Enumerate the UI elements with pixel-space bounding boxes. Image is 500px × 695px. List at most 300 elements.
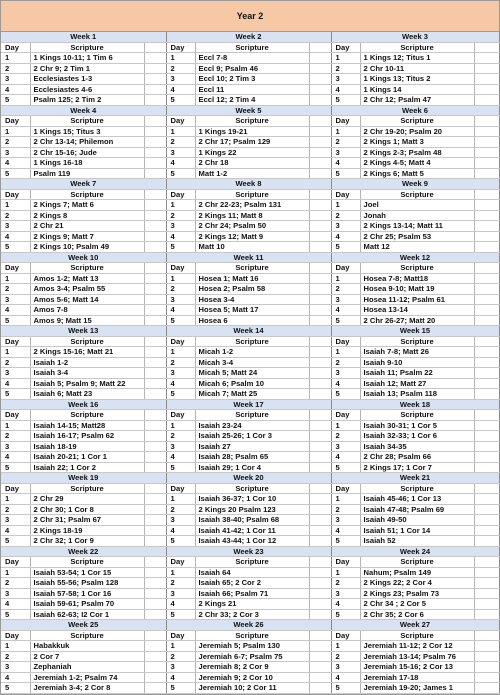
day-column-header: Day <box>1 557 30 568</box>
week-label: Week 12 <box>331 252 499 263</box>
scripture-reading: Isaiah 62-63; I2 Cor 1 <box>30 609 144 620</box>
day-number: 2 <box>1 431 30 442</box>
column-header-row <box>1 483 499 494</box>
scripture-reading: Amos 9; Matt 15 <box>30 315 144 326</box>
day-number: 1 <box>331 641 360 652</box>
scripture-column-header: Scripture <box>360 116 474 127</box>
day-number: 1 <box>166 420 195 431</box>
spacer-cell <box>309 431 331 442</box>
scripture-reading: Isaiah 30-31; 1 Cor 5 <box>360 420 474 431</box>
day-number: 3 <box>166 221 195 232</box>
day-number: 1 <box>1 420 30 431</box>
week-label: Week 21 <box>331 473 499 484</box>
scripture-reading: Amos 5-6; Matt 14 <box>30 294 144 305</box>
day-column-header: Day <box>331 42 360 53</box>
spacer-cell <box>144 315 166 326</box>
spacer-cell <box>474 53 499 64</box>
spacer-cell <box>144 630 166 641</box>
spacer-cell <box>309 651 331 662</box>
day-number: 4 <box>331 525 360 536</box>
week-label: Week 1 <box>1 32 166 42</box>
scripture-reading: Amos 1-2; Matt 13 <box>30 273 144 284</box>
day-column-header: Day <box>331 557 360 568</box>
spacer-cell <box>309 116 331 127</box>
spacer-cell <box>144 84 166 95</box>
scripture-reading: Isaiah 1-2 <box>30 357 144 368</box>
scripture-reading: Hosea 7-8; Matt18 <box>360 273 474 284</box>
day-number: 3 <box>331 294 360 305</box>
scripture-column-header: Scripture <box>360 189 474 200</box>
scripture-column-header: Scripture <box>30 263 144 274</box>
day-number: 3 <box>331 147 360 158</box>
scripture-reading: 1 Kings 22 <box>195 147 309 158</box>
scripture-column-header: Scripture <box>195 42 309 53</box>
week-header-row <box>1 105 499 116</box>
spacer-cell <box>144 389 166 400</box>
day-number: 2 <box>166 504 195 515</box>
spacer-cell <box>144 263 166 274</box>
spacer-cell <box>309 462 331 473</box>
day-number: 3 <box>166 588 195 599</box>
day-number: 4 <box>331 378 360 389</box>
day-number: 2 <box>331 578 360 589</box>
scripture-column-header: Scripture <box>195 557 309 568</box>
week-label: Week 26 <box>166 620 331 631</box>
day-number: 2 <box>1 137 30 148</box>
scripture-reading: 2 Cor 7 <box>30 651 144 662</box>
spacer-cell <box>144 378 166 389</box>
week-label: Week 13 <box>1 326 166 337</box>
day-number: 2 <box>331 137 360 148</box>
spacer-cell <box>309 126 331 137</box>
day-number: 1 <box>166 273 195 284</box>
spacer-cell <box>144 368 166 379</box>
spacer-cell <box>144 231 166 242</box>
day-number: 5 <box>1 536 30 547</box>
day-number: 1 <box>331 53 360 64</box>
reading-row <box>1 504 499 515</box>
scripture-column-header: Scripture <box>30 557 144 568</box>
spacer-cell <box>474 462 499 473</box>
week-header-row <box>1 473 499 484</box>
spacer-cell <box>309 525 331 536</box>
day-number: 4 <box>1 378 30 389</box>
scripture-reading: 1 Kings 10-11; 1 Tim 6 <box>30 53 144 64</box>
scripture-reading: Isaiah 28; Psalm 65 <box>195 452 309 463</box>
day-number: 5 <box>331 242 360 253</box>
scripture-reading: Isaiah 32-33; 1 Cor 6 <box>360 431 474 442</box>
scripture-reading: Micah 6; Psalm 10 <box>195 378 309 389</box>
scripture-reading: 2 Chr 26-27; Matt 20 <box>360 315 474 326</box>
day-number: 4 <box>166 84 195 95</box>
scripture-reading: Isaiah 51; 1 Cor 14 <box>360 525 474 536</box>
day-number: 5 <box>1 315 30 326</box>
day-number: 1 <box>331 273 360 284</box>
day-number: 2 <box>331 284 360 295</box>
scripture-reading: 2 Kings 18-19 <box>30 525 144 536</box>
day-number: 5 <box>331 536 360 547</box>
scripture-reading: Isaiah 64 <box>195 567 309 578</box>
reading-row <box>1 420 499 431</box>
plan-body <box>1 32 499 693</box>
scripture-reading: Isaiah 34-35 <box>360 441 474 452</box>
spacer-cell <box>309 210 331 221</box>
day-column-header: Day <box>166 630 195 641</box>
spacer-cell <box>144 357 166 368</box>
scripture-reading: 2 Chr 13-14; Philemon <box>30 137 144 148</box>
spacer-cell <box>309 378 331 389</box>
day-number: 2 <box>166 137 195 148</box>
day-column-header: Day <box>1 483 30 494</box>
reading-row <box>1 441 499 452</box>
reading-row <box>1 462 499 473</box>
reading-row <box>1 651 499 662</box>
scripture-reading: 1 Kings 13; Titus 2 <box>360 74 474 85</box>
day-number: 4 <box>166 378 195 389</box>
spacer-cell <box>309 420 331 431</box>
day-number: 2 <box>1 504 30 515</box>
scripture-reading: 2 Chr 33; 2 Cor 3 <box>195 609 309 620</box>
reading-row <box>1 368 499 379</box>
day-number: 2 <box>166 63 195 74</box>
column-header-row <box>1 116 499 127</box>
scripture-column-header: Scripture <box>30 630 144 641</box>
spacer-cell <box>309 609 331 620</box>
day-number: 1 <box>166 641 195 652</box>
scripture-reading: 1 Kings 15; Titus 3 <box>30 126 144 137</box>
spacer-cell <box>474 494 499 505</box>
spacer-cell <box>474 231 499 242</box>
day-number: 5 <box>1 95 30 106</box>
spacer-cell <box>474 284 499 295</box>
spacer-cell <box>309 221 331 232</box>
scripture-reading: Eccl 7-8 <box>195 53 309 64</box>
scripture-reading: 2 Kings 12; Matt 9 <box>195 231 309 242</box>
spacer-cell <box>309 557 331 568</box>
day-number: 3 <box>331 74 360 85</box>
spacer-cell <box>309 284 331 295</box>
day-number: 5 <box>331 683 360 694</box>
spacer-cell <box>309 336 331 347</box>
reading-row <box>1 641 499 652</box>
spacer-cell <box>474 137 499 148</box>
day-number: 2 <box>1 284 30 295</box>
spacer-cell <box>144 683 166 694</box>
day-number: 1 <box>166 494 195 505</box>
reading-row <box>1 200 499 211</box>
week-label: Week 9 <box>331 179 499 190</box>
day-number: 1 <box>1 494 30 505</box>
spacer-cell <box>474 200 499 211</box>
day-number: 4 <box>1 672 30 683</box>
day-number: 1 <box>331 567 360 578</box>
scripture-reading: Hosea 5; Matt 17 <box>195 305 309 316</box>
scripture-reading: Amos 7-8 <box>30 305 144 316</box>
reading-row <box>1 158 499 169</box>
spacer-cell <box>144 126 166 137</box>
reading-row <box>1 494 499 505</box>
spacer-cell <box>474 147 499 158</box>
day-number: 5 <box>331 168 360 179</box>
day-number: 5 <box>166 683 195 694</box>
day-number: 1 <box>331 200 360 211</box>
scripture-column-header: Scripture <box>195 189 309 200</box>
spacer-cell <box>144 410 166 421</box>
spacer-cell <box>144 651 166 662</box>
day-number: 5 <box>1 389 30 400</box>
scripture-column-header: Scripture <box>360 263 474 274</box>
spacer-cell <box>144 221 166 232</box>
reading-row <box>1 147 499 158</box>
spacer-cell <box>309 242 331 253</box>
spacer-cell <box>144 63 166 74</box>
day-column-header: Day <box>1 630 30 641</box>
day-column-header: Day <box>331 189 360 200</box>
spacer-cell <box>144 168 166 179</box>
scripture-reading: Isaiah 7-8; Matt 26 <box>360 347 474 358</box>
spacer-cell <box>474 431 499 442</box>
week-label: Week 2 <box>166 32 331 42</box>
day-number: 1 <box>166 126 195 137</box>
spacer-cell <box>309 504 331 515</box>
week-header-row <box>1 399 499 410</box>
day-number: 4 <box>331 452 360 463</box>
day-number: 5 <box>1 168 30 179</box>
scripture-column-header: Scripture <box>30 483 144 494</box>
scripture-reading: 2 Kings 6; Matt 5 <box>360 168 474 179</box>
spacer-cell <box>309 357 331 368</box>
spacer-cell <box>309 599 331 610</box>
scripture-reading: Jeremiah 10; 2 Cor 11 <box>195 683 309 694</box>
scripture-reading: Nahum; Psalm 149 <box>360 567 474 578</box>
scripture-reading: Hosea 13-14 <box>360 305 474 316</box>
day-number: 2 <box>166 578 195 589</box>
scripture-reading: Jeremiah 11-12; 2 Cor 12 <box>360 641 474 652</box>
scripture-reading: Isaiah 49-50 <box>360 515 474 526</box>
scripture-reading: Isaiah 12; Matt 27 <box>360 378 474 389</box>
scripture-column-header: Scripture <box>30 189 144 200</box>
day-number: 5 <box>166 315 195 326</box>
spacer-cell <box>309 588 331 599</box>
day-number: 4 <box>166 452 195 463</box>
spacer-cell <box>144 578 166 589</box>
week-label: Week 19 <box>1 473 166 484</box>
day-number: 1 <box>331 494 360 505</box>
spacer-cell <box>474 42 499 53</box>
spacer-cell <box>144 137 166 148</box>
scripture-reading: Ecclesiastes 1-3 <box>30 74 144 85</box>
day-number: 5 <box>331 315 360 326</box>
day-column-header: Day <box>331 336 360 347</box>
reading-row <box>1 273 499 284</box>
day-column-header: Day <box>1 116 30 127</box>
reading-row <box>1 231 499 242</box>
scripture-reading: Jeremiah 6-7; Psalm 75 <box>195 651 309 662</box>
scripture-reading: 2 Chr 29 <box>30 494 144 505</box>
spacer-cell <box>309 273 331 284</box>
spacer-cell <box>144 557 166 568</box>
scripture-reading: 2 Kings 8 <box>30 210 144 221</box>
reading-row <box>1 536 499 547</box>
day-column-header: Day <box>166 410 195 421</box>
scripture-reading: Ecclesiastes 4-6 <box>30 84 144 95</box>
spacer-cell <box>474 420 499 431</box>
reading-row <box>1 357 499 368</box>
day-number: 1 <box>1 641 30 652</box>
scripture-reading: Jeremiah 5; Psalm 130 <box>195 641 309 652</box>
spacer-cell <box>474 630 499 641</box>
spacer-cell <box>144 588 166 599</box>
spacer-cell <box>474 410 499 421</box>
scripture-reading: Amos 3-4; Psalm 55 <box>30 284 144 295</box>
spacer-cell <box>474 242 499 253</box>
spacer-cell <box>144 567 166 578</box>
scripture-reading: Isaiah 27 <box>195 441 309 452</box>
scripture-reading: Isaiah 45-46; 1 Cor 13 <box>360 494 474 505</box>
scripture-column-header: Scripture <box>360 410 474 421</box>
spacer-cell <box>474 599 499 610</box>
spacer-cell <box>474 189 499 200</box>
spacer-cell <box>474 609 499 620</box>
scripture-reading: Matt 10 <box>195 242 309 253</box>
week-label: Week 17 <box>166 399 331 410</box>
scripture-reading: Isaiah 6; Matt 23 <box>30 389 144 400</box>
day-number: 1 <box>1 200 30 211</box>
spacer-cell <box>474 221 499 232</box>
day-number: 4 <box>166 231 195 242</box>
day-number: 1 <box>1 273 30 284</box>
scripture-reading: Isaiah 57-58; 1 Cor 16 <box>30 588 144 599</box>
week-header-row <box>1 32 499 42</box>
day-number: 2 <box>331 651 360 662</box>
spacer-cell <box>144 336 166 347</box>
day-column-header: Day <box>331 483 360 494</box>
day-number: 3 <box>166 294 195 305</box>
scripture-reading: Hosea 9-10; Matt 19 <box>360 284 474 295</box>
day-column-header: Day <box>166 42 195 53</box>
day-number: 5 <box>1 462 30 473</box>
spacer-cell <box>144 504 166 515</box>
spacer-cell <box>474 315 499 326</box>
reading-row <box>1 242 499 253</box>
week-label: Week 20 <box>166 473 331 484</box>
day-number: 1 <box>166 347 195 358</box>
day-number: 4 <box>1 452 30 463</box>
scripture-reading: Jeremiah 15-16; 2 Cor 13 <box>360 662 474 673</box>
spacer-cell <box>309 168 331 179</box>
scripture-reading: 2 Chr 34 ; 2 Cor 5 <box>360 599 474 610</box>
column-header-row <box>1 42 499 53</box>
spacer-cell <box>474 158 499 169</box>
spacer-cell <box>144 305 166 316</box>
spacer-cell <box>474 126 499 137</box>
spacer-cell <box>474 168 499 179</box>
week-header-row <box>1 326 499 337</box>
spacer-cell <box>309 200 331 211</box>
day-column-header: Day <box>1 336 30 347</box>
spacer-cell <box>144 158 166 169</box>
week-label: Week 25 <box>1 620 166 631</box>
day-number: 3 <box>331 221 360 232</box>
scripture-column-header: Scripture <box>195 483 309 494</box>
scripture-reading: 1 Kings 14 <box>360 84 474 95</box>
column-header-row <box>1 557 499 568</box>
scripture-reading: 2 Chr 12; Psalm 47 <box>360 95 474 106</box>
spacer-cell <box>309 578 331 589</box>
day-column-header: Day <box>166 189 195 200</box>
day-number: 4 <box>331 672 360 683</box>
day-number: 4 <box>166 305 195 316</box>
day-column-header: Day <box>331 630 360 641</box>
day-number: 2 <box>1 578 30 589</box>
spacer-cell <box>144 525 166 536</box>
day-column-header: Day <box>331 263 360 274</box>
reading-row <box>1 683 499 694</box>
spacer-cell <box>474 389 499 400</box>
scripture-reading: 1 Kings 16-18 <box>30 158 144 169</box>
scripture-reading: Isaiah 66; Psalm 71 <box>195 588 309 599</box>
day-number: 3 <box>166 74 195 85</box>
scripture-reading: 2 Chr 10-11 <box>360 63 474 74</box>
spacer-cell <box>144 672 166 683</box>
spacer-cell <box>474 63 499 74</box>
scripture-reading: Isaiah 18-19 <box>30 441 144 452</box>
scripture-column-header: Scripture <box>195 410 309 421</box>
week-header-row <box>1 620 499 631</box>
spacer-cell <box>474 557 499 568</box>
spacer-cell <box>144 483 166 494</box>
scripture-reading: 2 Chr 25; Psalm 53 <box>360 231 474 242</box>
spacer-cell <box>144 242 166 253</box>
scripture-reading: 2 Chr 17; Psalm 129 <box>195 137 309 148</box>
scripture-reading: Hosea 2; Psalm 58 <box>195 284 309 295</box>
spacer-cell <box>144 494 166 505</box>
day-number: 1 <box>1 126 30 137</box>
scripture-reading: Isaiah 9-10 <box>360 357 474 368</box>
scripture-reading: 1 Kings 12; Titus 1 <box>360 53 474 64</box>
spacer-cell <box>309 347 331 358</box>
day-number: 1 <box>331 347 360 358</box>
reading-row <box>1 95 499 106</box>
day-column-header: Day <box>331 410 360 421</box>
spacer-cell <box>144 452 166 463</box>
page-title: Year 2 <box>1 1 499 32</box>
day-column-header: Day <box>331 116 360 127</box>
scripture-column-header: Scripture <box>360 557 474 568</box>
spacer-cell <box>309 662 331 673</box>
scripture-reading: Isaiah 16-17; Psalm 62 <box>30 431 144 442</box>
scripture-reading: Isaiah 3-4 <box>30 368 144 379</box>
week-label: Week 23 <box>166 546 331 557</box>
spacer-cell <box>309 95 331 106</box>
reading-row <box>1 84 499 95</box>
scripture-column-header: Scripture <box>195 263 309 274</box>
scripture-reading: 2 Chr 24; Psalm 50 <box>195 221 309 232</box>
spacer-cell <box>309 441 331 452</box>
scripture-reading: Micah 5; Matt 24 <box>195 368 309 379</box>
scripture-reading: Zephaniah <box>30 662 144 673</box>
day-column-header: Day <box>166 557 195 568</box>
spacer-cell <box>309 63 331 74</box>
spacer-cell <box>474 651 499 662</box>
scripture-reading: 2 Kings 13-14; Matt 11 <box>360 221 474 232</box>
scripture-reading: Isaiah 43-44; 1 Cor 12 <box>195 536 309 547</box>
reading-row <box>1 609 499 620</box>
day-number: 3 <box>1 368 30 379</box>
scripture-reading: Micah 7; Matt 25 <box>195 389 309 400</box>
scripture-reading: 2 Kings 23; Psalm 73 <box>360 588 474 599</box>
day-column-header: Day <box>166 336 195 347</box>
